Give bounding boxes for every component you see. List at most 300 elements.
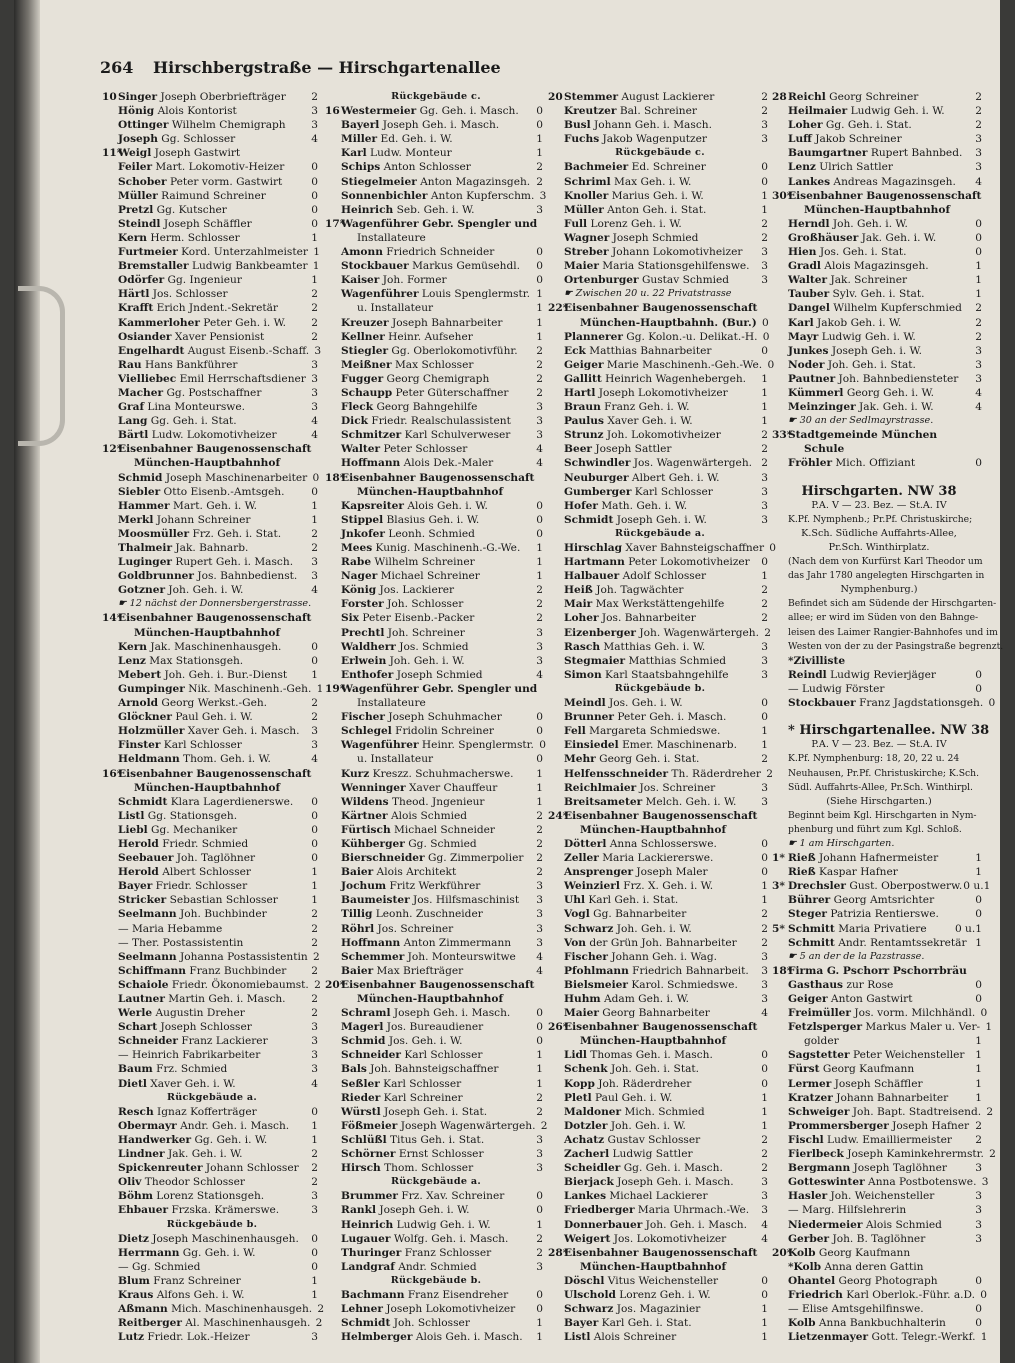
- house-number: 3*: [772, 880, 785, 893]
- resident-name: Dick Friedr. Realschulassistent: [341, 415, 511, 428]
- resident-name: ☛ 12 nächst der Donnersbergerstrasse.: [118, 598, 312, 610]
- directory-entry: [325, 1189, 543, 1203]
- house-number: [548, 1147, 564, 1161]
- directory-entry: [772, 245, 982, 259]
- floor-number: 2: [536, 837, 543, 850]
- floor-number: 4: [536, 443, 543, 456]
- floor-number: 3: [311, 1035, 318, 1048]
- directory-entry: [548, 471, 768, 485]
- resident-name: Kaiser Joh. Former: [341, 274, 447, 287]
- house-number: [325, 146, 341, 160]
- floor-number: 3: [311, 1204, 318, 1217]
- house-number: [102, 132, 118, 146]
- floor-number: 4: [761, 1218, 768, 1231]
- resident-name: Fetzlsperger Markus Maler u. Ver-: [788, 1021, 981, 1034]
- house-number: [548, 104, 564, 118]
- house-number: [548, 330, 564, 344]
- directory-entry: [102, 851, 318, 865]
- house-number: [102, 640, 118, 654]
- house-number: [548, 879, 564, 893]
- resident-name: München-Hauptbahnhof: [580, 1035, 727, 1048]
- floor-number: 3: [761, 668, 768, 681]
- house-number: [102, 1232, 118, 1246]
- house-number: [102, 1048, 118, 1062]
- house-number: 18*: [772, 964, 793, 977]
- floor-number: 1: [536, 767, 543, 780]
- floor-number: 1: [311, 866, 318, 879]
- directory-entry: [772, 189, 982, 203]
- house-number: [772, 597, 788, 611]
- column-1: [102, 90, 325, 1344]
- house-number: [325, 583, 341, 597]
- house-number: [772, 626, 788, 640]
- directory-entry: [102, 837, 318, 851]
- resident-name: ☛ Zwischen 20 u. 22 Privatstrasse: [564, 288, 732, 300]
- house-number: [102, 118, 118, 132]
- resident-name: Braun Franz Geh. i. W.: [564, 401, 690, 414]
- floor-number: [306, 456, 318, 470]
- directory-entry: [548, 583, 768, 597]
- directory-entry: [325, 569, 543, 583]
- floor-number: 1: [761, 415, 768, 428]
- house-number: [102, 358, 118, 372]
- floor-number: [970, 442, 982, 456]
- resident-name: München-Hauptbahnhof: [804, 203, 951, 216]
- directory-entry: [102, 146, 318, 160]
- resident-name: P.A. V — 23. Bez. — St.A. IV: [811, 499, 947, 511]
- resident-name: Huhm Adam Geh. i. W.: [564, 993, 689, 1005]
- directory-entry: [325, 386, 543, 400]
- floor-number: 2: [761, 1162, 768, 1175]
- page-clip: [18, 286, 65, 446]
- floor-number: 1: [536, 316, 543, 329]
- floor-number: 0: [536, 1204, 543, 1217]
- house-number: [548, 1161, 564, 1175]
- directory-entry: [548, 485, 768, 499]
- house-number: [325, 344, 341, 358]
- resident-name: Schober Peter vorm. Gastwirt: [118, 175, 283, 188]
- directory-entry: [325, 626, 543, 640]
- resident-name: Stockbauer Markus Gemüsehdl.: [341, 260, 521, 273]
- floor-number: 1: [975, 866, 982, 879]
- floor-number: 0: [761, 1049, 768, 1062]
- resident-name: Schweiger Joh. Bapt. Stadtreisend.: [788, 1105, 982, 1118]
- house-number: [102, 160, 118, 174]
- directory-entry: [102, 893, 318, 907]
- directory-entry: [548, 1161, 768, 1175]
- house-number: [772, 893, 788, 907]
- floor-number: 2: [761, 753, 768, 766]
- directory-entry: [548, 696, 768, 710]
- house-number: [325, 541, 341, 555]
- directory-entry: [772, 1062, 982, 1076]
- directory-entry: [548, 682, 768, 696]
- house-number: [548, 513, 564, 527]
- directory-entry: [102, 118, 318, 132]
- floor-number: 1: [536, 556, 543, 569]
- resident-name: Sonnenbichler Anton Kupferschm.: [341, 189, 535, 202]
- floor-number: 3: [761, 993, 768, 1005]
- directory-entry: [325, 1048, 543, 1062]
- floor-number: 2: [764, 626, 772, 639]
- resident-name: Schneider Franz Lackierer: [118, 1035, 268, 1048]
- resident-name: Holzmüller Xaver Geh. i. Masch.: [118, 725, 300, 738]
- house-number: [548, 936, 564, 950]
- house-number: [772, 203, 788, 217]
- directory-entry: [102, 1048, 318, 1062]
- floor-number: 4: [761, 1007, 768, 1020]
- directory-entry: [548, 217, 768, 231]
- directory-entry: [548, 823, 768, 837]
- house-number: [548, 597, 564, 611]
- floor-number: 2: [311, 1007, 318, 1020]
- floor-number: 3: [311, 556, 318, 569]
- directory-entry: [548, 1330, 768, 1344]
- house-number: [325, 1246, 341, 1260]
- resident-name: Kammerloher Peter Geh. i. W.: [118, 316, 287, 329]
- directory-entry: [325, 851, 543, 865]
- house-number: [772, 950, 788, 964]
- floor-number: [970, 485, 982, 499]
- house-number: [548, 287, 564, 301]
- floor-number: 0: [536, 527, 543, 540]
- house-number: [772, 611, 788, 625]
- floor-number: 2: [761, 922, 768, 935]
- floor-number: 0: [761, 1063, 768, 1076]
- directory-entry: [772, 922, 982, 936]
- directory-entry: [772, 301, 982, 315]
- directory-entry: [102, 654, 318, 668]
- house-number: [102, 344, 118, 358]
- resident-name: Zeller Maria Lackiererswe.: [564, 852, 714, 865]
- floor-number: 2: [311, 527, 318, 540]
- resident-name: Rieß Johann Hafnermeister: [788, 852, 939, 865]
- resident-name: Bärtl Ludw. Lokomotivheizer: [118, 429, 277, 442]
- directory-entry: [102, 781, 318, 795]
- house-number: [325, 203, 341, 217]
- floor-number: [531, 90, 543, 104]
- directory-entry: [102, 1006, 318, 1020]
- floor-number: [970, 527, 982, 541]
- house-number: [325, 245, 341, 259]
- directory-entry: [325, 273, 543, 287]
- directory-entry: [102, 696, 318, 710]
- house-number: [102, 1020, 118, 1034]
- directory-entry: [772, 978, 982, 992]
- resident-name: Rückgebäude c.: [615, 147, 705, 159]
- floor-number: 2: [761, 598, 768, 611]
- resident-name: Beer Joseph Sattler: [564, 443, 672, 456]
- resident-name: — Elise Amtsgehilfinswe.: [788, 1303, 924, 1316]
- house-number: 19*: [325, 682, 346, 695]
- house-number: [325, 724, 341, 738]
- resident-name: Kolb Georg Kaufmann: [788, 1246, 911, 1259]
- floor-number: 2: [311, 91, 318, 103]
- house-number: 20*: [325, 978, 346, 991]
- resident-name: Dangel Wilhelm Kupferschmied: [788, 302, 962, 315]
- house-number: 20: [548, 91, 563, 103]
- floor-number: 2: [311, 922, 318, 935]
- resident-name: Brummer Frz. Xav. Schreiner: [341, 1190, 505, 1203]
- directory-entry: [325, 781, 543, 795]
- house-number: [325, 1232, 341, 1246]
- house-number: [772, 1062, 788, 1076]
- resident-name: Wenninger Xaver Chauffeur: [341, 781, 498, 794]
- house-number: [548, 160, 564, 174]
- house-number: [102, 1288, 118, 1302]
- directory-entry: [772, 723, 990, 739]
- floor-number: 3: [761, 950, 768, 963]
- directory-entry: [102, 738, 318, 752]
- house-number: [102, 471, 118, 485]
- directory-entry: [102, 795, 318, 809]
- floor-number: 2: [761, 1133, 768, 1146]
- resident-name: — Heinrich Fabrikarbeiter: [118, 1049, 261, 1062]
- house-number: [772, 217, 788, 231]
- resident-name: Herold Friedr. Schmied: [118, 837, 249, 850]
- house-number: [102, 273, 118, 287]
- floor-number: 4: [311, 415, 318, 428]
- directory-entry: [102, 428, 318, 442]
- directory-entry: [548, 1006, 768, 1020]
- resident-name: Fuchs Jakob Wagenputzer: [564, 133, 707, 146]
- directory-entry: [772, 767, 982, 781]
- directory-entry: [325, 936, 543, 950]
- floor-number: [534, 978, 546, 992]
- book-spine: [14, 0, 40, 1363]
- directory-entry: [772, 541, 982, 555]
- house-number: [325, 654, 341, 668]
- house-number: [772, 696, 788, 710]
- floor-number: 0: [769, 542, 777, 554]
- floor-number: 1: [975, 936, 982, 949]
- resident-name: Mehr Georg Geh. i. Stat.: [564, 753, 700, 766]
- house-number: [772, 175, 788, 189]
- house-number: [102, 752, 118, 766]
- floor-number: [306, 146, 318, 160]
- house-number: [102, 541, 118, 555]
- house-number: [772, 1091, 788, 1105]
- resident-name: Schemmer Joh. Monteurswitwe: [341, 950, 516, 963]
- resident-name: * Hirschgartenallee. NW 38: [788, 723, 990, 739]
- directory-entry: [772, 414, 982, 428]
- floor-number: [970, 738, 982, 752]
- floor-number: [756, 682, 768, 696]
- resident-name: Herrmann Gg. Geh. i. W.: [118, 1246, 256, 1259]
- house-number: [325, 358, 341, 372]
- directory-entry: [548, 160, 768, 174]
- floor-number: 4: [311, 429, 318, 442]
- resident-name: Walter Peter Schlosser: [341, 443, 468, 456]
- floor-number: 3: [311, 570, 318, 583]
- directory-entry: [772, 1288, 988, 1302]
- house-number: [772, 358, 788, 372]
- directory-entry: [102, 1302, 325, 1316]
- house-number: [772, 118, 788, 132]
- resident-name: Wildens Theod. Jngenieur: [341, 795, 485, 808]
- floor-number: [996, 597, 1008, 611]
- directory-entry: [325, 372, 543, 386]
- floor-number: 1: [311, 274, 318, 287]
- house-number: [548, 428, 564, 442]
- floor-number: 0: [311, 217, 318, 230]
- floor-number: 1: [536, 570, 543, 583]
- house-number: [102, 879, 118, 893]
- directory-entry: [325, 118, 543, 132]
- resident-name: u. Installateur: [357, 302, 434, 315]
- floor-number: 1: [975, 1077, 982, 1090]
- directory-entry: [325, 1203, 543, 1217]
- floor-number: 1: [536, 1049, 543, 1062]
- resident-name: allee; er wird im Süden von den Bahnge-: [788, 612, 979, 624]
- house-number: [325, 626, 341, 640]
- house-number: [102, 1133, 118, 1147]
- house-number: [772, 583, 788, 597]
- resident-name: Prommersberger Joseph Hafner: [788, 1119, 970, 1132]
- directory-entry: [548, 597, 768, 611]
- floor-number: 1: [311, 1288, 318, 1301]
- floor-number: 3: [536, 654, 543, 667]
- floor-number: 2: [536, 386, 543, 399]
- directory-entry: [102, 767, 318, 781]
- page-header: [100, 58, 501, 77]
- house-number: [772, 752, 788, 766]
- floor-number: 1: [975, 1063, 982, 1076]
- directory-entry: [772, 1048, 982, 1062]
- floor-number: 0: [536, 1007, 543, 1020]
- floor-number: 3: [975, 344, 982, 357]
- house-number: [548, 682, 564, 696]
- floor-number: 3: [311, 1021, 318, 1034]
- directory-entry: [325, 823, 543, 837]
- directory-entry: [548, 1147, 768, 1161]
- directory-entry: [325, 358, 543, 372]
- house-number: [772, 456, 788, 470]
- resident-name: Nymphenburg.): [840, 584, 918, 596]
- house-number: [548, 386, 564, 400]
- floor-number: [977, 809, 989, 823]
- house-number: [325, 1077, 341, 1091]
- resident-name: Geiger Anton Gastwirt: [788, 993, 913, 1005]
- floor-number: 4: [761, 1232, 768, 1245]
- directory-entry: [772, 1020, 993, 1034]
- directory-entry: [772, 1316, 982, 1330]
- house-number: 30*: [772, 189, 793, 202]
- floor-number: 0: [536, 1035, 543, 1048]
- directory-entry: [325, 175, 543, 189]
- floor-number: 0: [311, 189, 318, 202]
- resident-name: Seelmann Johanna Postassistentin: [118, 950, 308, 963]
- directory-entry: [772, 231, 982, 245]
- resident-name: Neuburger Albert Geh. i. W.: [564, 471, 720, 484]
- floor-number: 3: [975, 161, 982, 174]
- house-number: [102, 1091, 118, 1105]
- resident-name: Stiegler Gg. Oberlokomotivführ.: [341, 344, 518, 357]
- house-number: [102, 527, 118, 541]
- floor-number: 0: [975, 1303, 982, 1316]
- resident-name: Eisenbahner Baugenossenschaft: [564, 302, 758, 315]
- house-number: [102, 1034, 118, 1048]
- resident-name: das Jahr 1780 angelegten Hirschgarten in: [788, 570, 985, 582]
- house-number: [548, 978, 564, 992]
- house-number: [548, 203, 564, 217]
- house-number: [772, 936, 788, 950]
- house-number: [325, 231, 341, 245]
- floor-number: 1: [975, 1049, 982, 1062]
- directory-entry: [548, 668, 768, 682]
- house-number: [548, 1203, 564, 1217]
- directory-entry: [325, 1330, 543, 1344]
- resident-name: Enthofer Joseph Schmied: [341, 668, 483, 681]
- directory-entry: [548, 893, 768, 907]
- floor-number: 0 u.1: [954, 922, 982, 935]
- floor-number: [978, 611, 990, 625]
- house-number: [548, 1260, 564, 1274]
- floor-number: 0: [311, 640, 318, 653]
- floor-number: 3: [975, 147, 982, 160]
- house-number: [548, 611, 564, 625]
- floor-number: 2: [975, 330, 982, 343]
- resident-name: Engelhardt August Eisenb.-Schaff.: [118, 344, 310, 357]
- resident-name: Müller Raimund Schreiner: [118, 189, 266, 202]
- directory-entry: [772, 597, 997, 611]
- floor-number: 0: [761, 1288, 768, 1301]
- resident-name: *Zivilliste: [788, 654, 846, 667]
- house-number: [772, 301, 788, 315]
- floor-number: 3: [975, 1232, 982, 1245]
- house-number: [548, 950, 564, 964]
- floor-number: 2: [975, 316, 982, 329]
- floor-number: [983, 555, 995, 569]
- floor-number: 3: [536, 640, 543, 653]
- house-number: [325, 400, 341, 414]
- resident-name: Lietzenmayer Gott. Telegr.-Werkf.: [788, 1331, 976, 1344]
- floor-number: 1: [975, 288, 982, 301]
- directory-entry: [772, 907, 982, 921]
- floor-number: 0: [311, 1246, 318, 1259]
- house-number: [548, 696, 564, 710]
- house-number: [772, 132, 788, 146]
- floor-number: [970, 950, 982, 964]
- floor-number: 3: [536, 626, 543, 639]
- resident-name: Fischer Joseph Schuhmacher: [341, 711, 502, 724]
- resident-name: Schneider Karl Schlosser: [341, 1049, 483, 1062]
- resident-name: Schmid Joseph Maschinenarbeiter: [118, 471, 308, 484]
- resident-name: Pr.Sch. Winthirplatz.: [828, 542, 930, 553]
- house-number: [102, 245, 118, 259]
- house-number: [772, 1034, 788, 1048]
- floor-number: 2: [536, 161, 543, 174]
- floor-number: 2: [975, 1119, 982, 1132]
- resident-name: Stadtgemeinde München: [788, 429, 938, 442]
- resident-name: Lermer Joseph Schäffler: [788, 1077, 923, 1090]
- floor-number: [531, 1274, 543, 1288]
- house-number: [325, 1288, 341, 1302]
- house-number: [102, 1077, 118, 1091]
- house-number: [548, 217, 564, 231]
- floor-number: 3: [761, 246, 768, 259]
- resident-name: Schmidt Joseph Geh. i. W.: [564, 513, 707, 526]
- resident-name: Rau Hans Bankführer: [118, 358, 238, 371]
- floor-number: 3: [761, 978, 768, 991]
- floor-number: 1: [311, 1133, 318, 1146]
- directory-entry: [772, 738, 982, 752]
- house-number: [102, 964, 118, 978]
- column-2: [325, 90, 548, 1344]
- house-number: [325, 936, 341, 950]
- directory-entry: [102, 132, 318, 146]
- resident-name: [788, 710, 970, 724]
